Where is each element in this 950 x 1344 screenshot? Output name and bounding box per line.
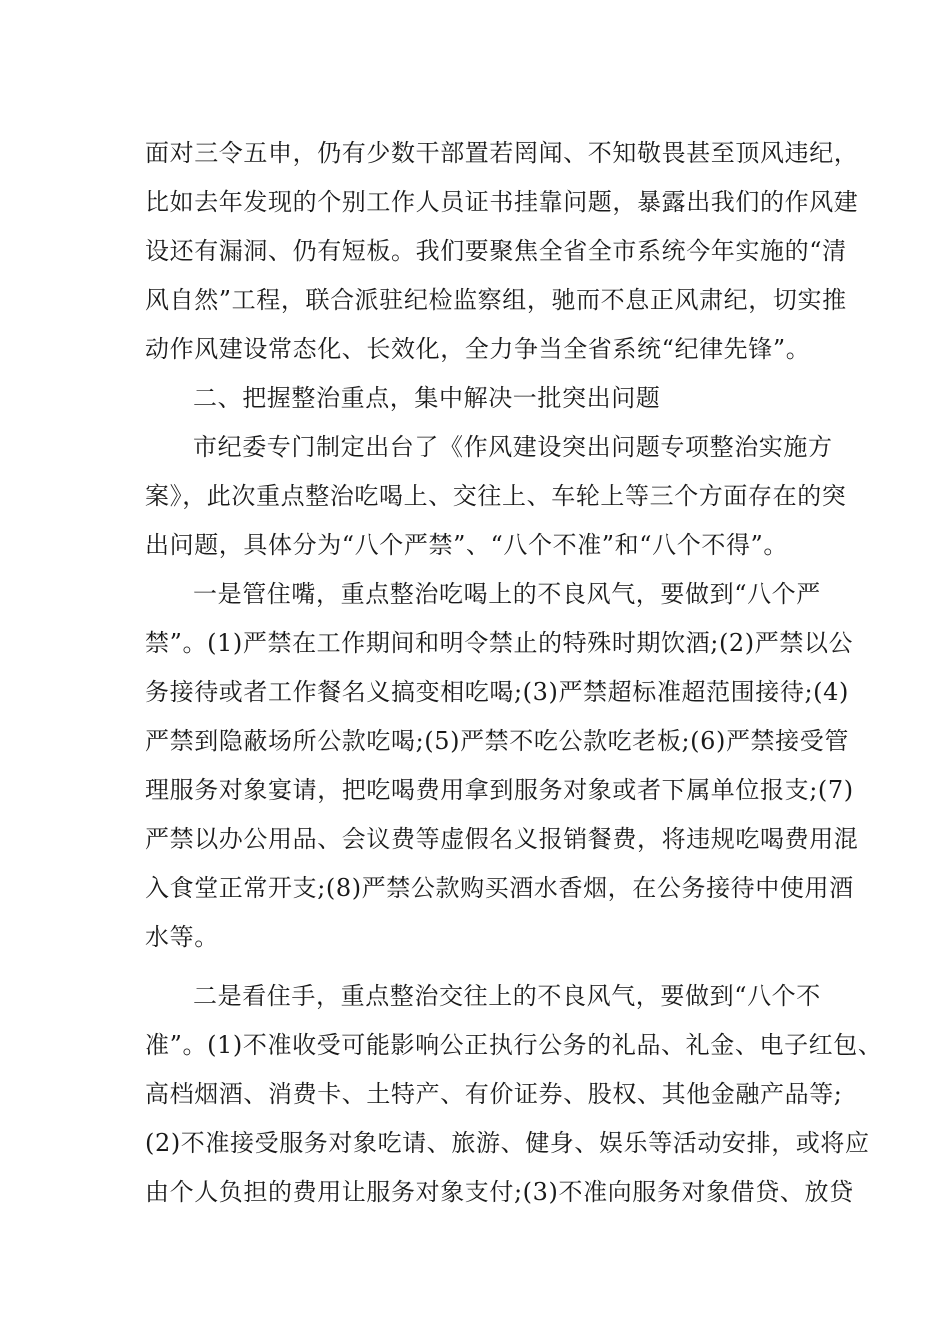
body-text-line: 面对三令五申，仍有少数干部置若罔闻、不知敬畏甚至顶风违纪， (145, 139, 859, 167)
body-text-line: 二是看住手，重点整治交往上的不良风气，要做到“八个不 (193, 982, 821, 1010)
body-text-line: 高档烟酒、消费卡、土特产、有价证券、股权、其他金融产品等; (145, 1080, 843, 1108)
body-text-line: 禁”。(1)严禁在工作期间和明令禁止的特殊时期饮酒;(2)严禁以公 (145, 629, 854, 657)
body-text-line: 准”。(1)不准收受可能影响公正执行公务的礼品、礼金、电子红包、 (145, 1031, 883, 1059)
section-heading: 二、把握整治重点，集中解决一批突出问题 (193, 384, 661, 412)
body-text-line: 设还有漏洞、仍有短板。我们要聚焦全省全市系统今年实施的“清 (145, 237, 847, 265)
body-text-line: 理服务对象宴请，把吃喝费用拿到服务对象或者下属单位报支;(7) (145, 776, 854, 804)
body-text-line: 比如去年发现的个别工作人员证书挂靠问题，暴露出我们的作风建 (145, 188, 859, 216)
body-text-line: 水等。 (145, 923, 219, 951)
body-text-line: 严禁到隐蔽场所公款吃喝;(5)严禁不吃公款吃老板;(6)严禁接受管 (145, 727, 849, 755)
body-text-line: 风自然”工程，联合派驻纪检监察组，驰而不息正风肃纪，切实推 (145, 286, 847, 314)
body-text-line: 严禁以办公用品、会议费等虚假名义报销餐费，将违规吃喝费用混 (145, 825, 859, 853)
body-text-line: 由个人负担的费用让服务对象支付;(3)不准向服务对象借贷、放贷 (145, 1178, 854, 1206)
body-text-line: 出问题，具体分为“八个严禁”、“八个不准”和“八个不得”。 (145, 531, 789, 559)
body-text-line: (2)不准接受服务对象吃请、旅游、健身、娱乐等活动安排，或将应 (145, 1129, 870, 1157)
body-text-line: 入食堂正常开支;(8)严禁公款购买酒水香烟，在公务接待中使用酒 (145, 874, 854, 902)
body-text-line: 动作风建设常态化、长效化，全力争当全省系统“纪律先锋”。 (145, 335, 811, 363)
body-text-line: 案》，此次重点整治吃喝上、交往上、车轮上等三个方面存在的突 (145, 482, 847, 510)
body-text-line: 务接待或者工作餐名义搞变相吃喝;(3)严禁超标准超范围接待;(4) (145, 678, 849, 706)
body-text-line: 一是管住嘴，重点整治吃喝上的不良风气，要做到“八个严 (193, 580, 821, 608)
body-text-line: 市纪委专门制定出台了《作风建设突出问题专项整治实施方 (193, 433, 833, 461)
